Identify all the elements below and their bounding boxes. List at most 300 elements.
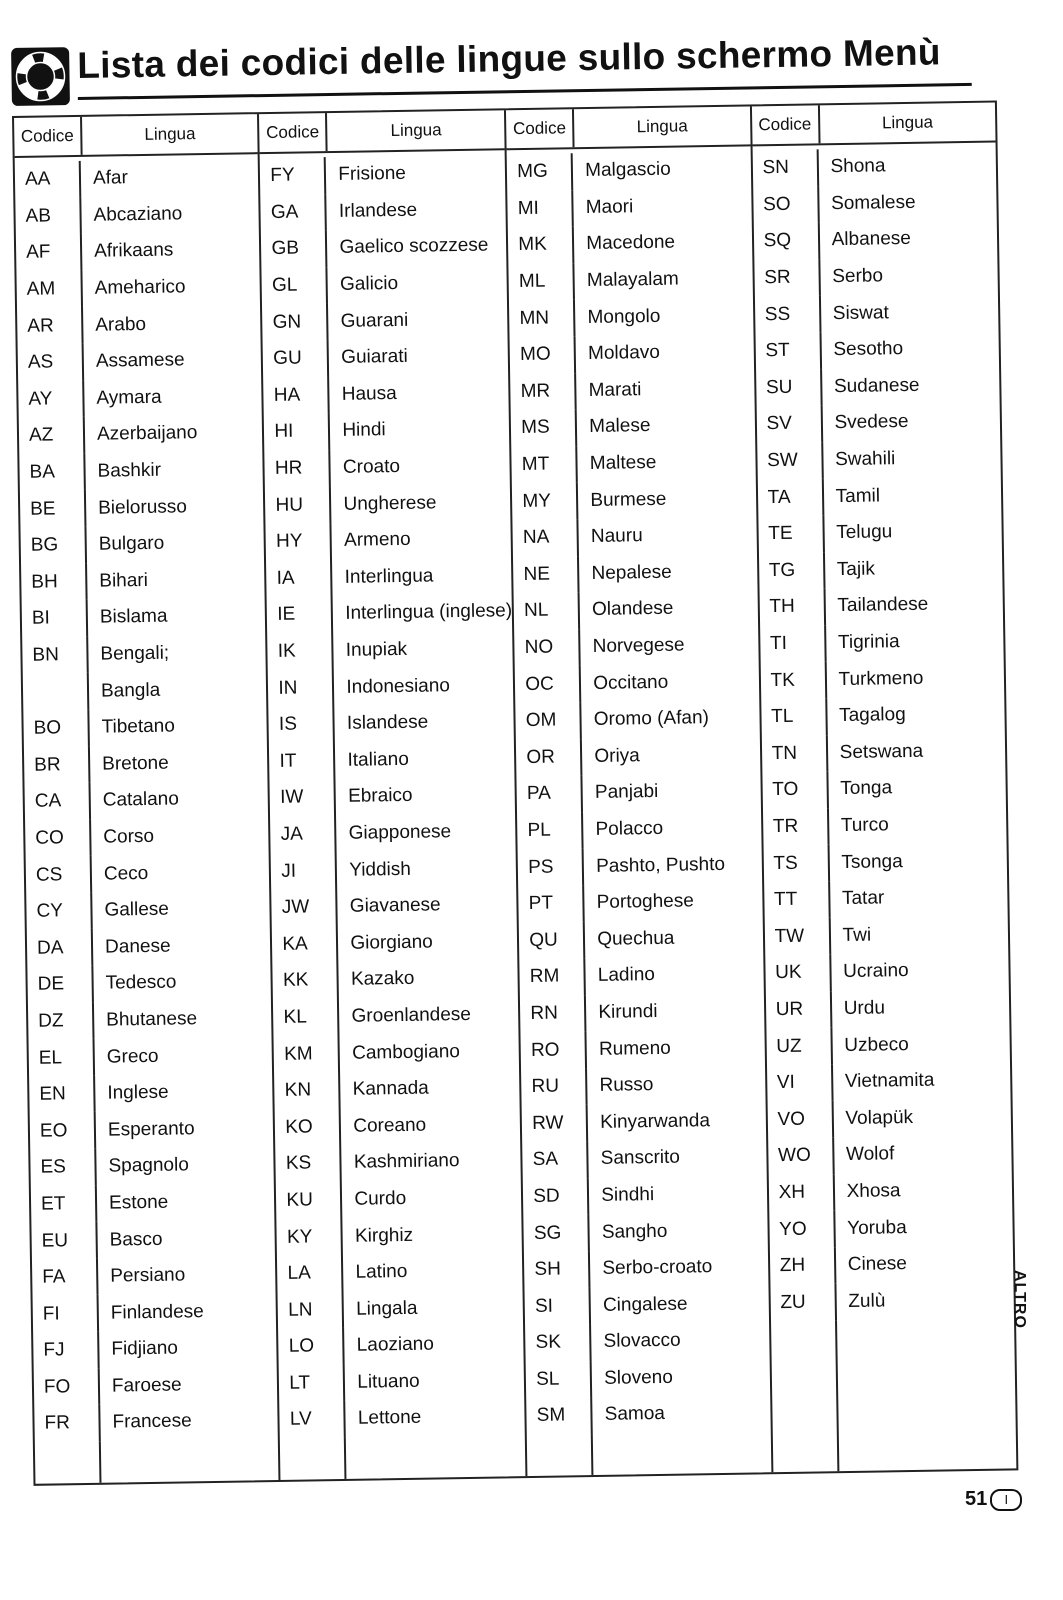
- language-code: SG: [524, 1214, 591, 1252]
- table-row: [31, 1183, 275, 1223]
- language-code: IW: [270, 779, 337, 817]
- table-row: [21, 561, 265, 601]
- language-code: FJ: [33, 1332, 100, 1370]
- language-name: Finlandese: [110, 1300, 204, 1324]
- table-row: [30, 1146, 274, 1186]
- language-code: KL: [273, 999, 340, 1037]
- language-code: NL: [514, 592, 581, 630]
- language-name: Giavanese: [349, 894, 441, 917]
- language-code: HU: [265, 486, 332, 524]
- language-code: MG: [507, 153, 574, 191]
- language-badge: I: [990, 1489, 1022, 1511]
- table-row: [29, 1036, 273, 1076]
- language-name: Giapponese: [348, 821, 452, 844]
- language-name: Arabo: [95, 313, 147, 336]
- table-row: [34, 1366, 278, 1406]
- language-code: VI: [767, 1064, 834, 1102]
- table-row: [755, 293, 999, 333]
- table-row: [277, 1215, 522, 1255]
- language-name: Ucraino: [843, 960, 909, 983]
- language-code: MN: [509, 300, 576, 338]
- table-row: [756, 366, 1000, 406]
- language-name: Cinese: [847, 1253, 908, 1276]
- language-code: SH: [524, 1251, 591, 1289]
- language-name: Latino: [355, 1261, 408, 1283]
- language-code: [23, 673, 90, 711]
- table-row: [765, 988, 1009, 1028]
- language-code: KY: [277, 1218, 344, 1256]
- language-code: KO: [275, 1108, 342, 1146]
- language-code: MI: [507, 190, 574, 228]
- language-code: HY: [266, 523, 333, 561]
- table-row: [526, 1358, 770, 1398]
- language-name: Oriya: [594, 745, 640, 767]
- title-underline: [78, 83, 972, 100]
- language-code: ML: [509, 263, 576, 301]
- language-code: TE: [758, 515, 825, 553]
- page-header: [11, 23, 972, 108]
- language-name: Esperanto: [107, 1117, 195, 1141]
- language-name: Bhutanese: [106, 1008, 198, 1031]
- language-code: KU: [276, 1182, 343, 1220]
- table-row: [15, 195, 259, 235]
- table-row: [516, 699, 760, 739]
- language-name: Giorgiano: [350, 931, 433, 954]
- table-row: [757, 439, 1001, 479]
- language-name: Tedesco: [105, 971, 177, 994]
- language-name: Turkmeno: [838, 667, 924, 690]
- language-code: AZ: [19, 417, 86, 455]
- language-code: SO: [753, 186, 820, 224]
- table-row: [514, 626, 758, 666]
- table-row: [520, 955, 764, 995]
- language-code: TT: [764, 881, 831, 919]
- language-name: Hausa: [341, 382, 397, 405]
- table-row: [271, 849, 516, 889]
- table-row: [19, 414, 263, 454]
- language-code: MK: [508, 226, 575, 264]
- header-code: Codice: [14, 117, 83, 156]
- empty-code-cell: [35, 1442, 102, 1484]
- table-row: [269, 740, 514, 780]
- language-code: BR: [24, 746, 91, 784]
- language-name: Tibetano: [101, 715, 176, 738]
- language-code: ST: [755, 332, 822, 370]
- language-name: Lettone: [357, 1407, 422, 1430]
- language-name: Samoa: [604, 1403, 666, 1426]
- language-name: Maori: [585, 196, 634, 218]
- table-row: [267, 593, 512, 633]
- language-code: IA: [266, 560, 333, 598]
- column-header-row: [14, 114, 258, 158]
- table-row: [509, 297, 753, 337]
- table-row: [526, 1394, 770, 1434]
- table-row: [769, 1208, 1013, 1248]
- language-name: Occitano: [593, 671, 669, 694]
- language-name: Azerbaijano: [96, 422, 198, 446]
- language-name: Yiddish: [349, 858, 412, 881]
- table-row: [522, 1138, 766, 1178]
- language-code: AY: [18, 380, 85, 418]
- language-code: PS: [518, 848, 585, 886]
- language-name: Groenlandese: [351, 1003, 472, 1027]
- language-name: Kannada: [352, 1077, 429, 1100]
- column-header-row: [259, 110, 504, 154]
- language-name: Sudanese: [833, 374, 920, 397]
- language-code: ZU: [770, 1284, 837, 1322]
- language-code: MY: [512, 482, 579, 520]
- language-code: XH: [768, 1174, 835, 1212]
- table-row: [27, 963, 271, 1003]
- table-row: [280, 1398, 525, 1438]
- language-code: OC: [515, 665, 582, 703]
- language-code: LA: [277, 1255, 344, 1293]
- language-name: Swahili: [834, 448, 896, 471]
- language-code: PT: [518, 885, 585, 923]
- table-row: [276, 1142, 521, 1182]
- language-code: CO: [25, 820, 92, 858]
- table-row: [274, 1069, 519, 1109]
- table-row: [270, 813, 515, 853]
- language-code: RM: [520, 958, 587, 996]
- language-code: MR: [510, 373, 577, 411]
- table-row: [755, 330, 999, 370]
- language-name: Fidjiano: [111, 1337, 179, 1360]
- table-row: [521, 1065, 765, 1105]
- table-row: [515, 663, 759, 703]
- language-code: FI: [33, 1295, 100, 1333]
- language-code: BE: [20, 490, 87, 528]
- language-name: Galicio: [339, 273, 399, 295]
- language-code: AR: [17, 307, 84, 345]
- language-code: EN: [29, 1076, 96, 1114]
- empty-code-cell: [280, 1438, 347, 1480]
- table-row: [761, 695, 1005, 735]
- language-code: BA: [19, 454, 86, 492]
- language-name: Volapük: [845, 1106, 914, 1129]
- language-code: BN: [22, 637, 89, 675]
- language-code: SR: [754, 259, 821, 297]
- language-code: KK: [273, 962, 340, 1000]
- table-row: [511, 407, 755, 447]
- language-code: EO: [30, 1112, 97, 1150]
- language-code: HA: [264, 377, 331, 415]
- language-name: Uzbeco: [844, 1033, 909, 1056]
- language-code: SW: [757, 442, 824, 480]
- language-name: Guiarati: [341, 346, 408, 369]
- table-row: [760, 622, 1004, 662]
- language-code: SL: [526, 1361, 593, 1399]
- language-name: Wolof: [845, 1143, 895, 1166]
- table-row: [519, 919, 763, 959]
- table-filler: [527, 1431, 771, 1476]
- table-row: [276, 1179, 521, 1219]
- table-row: [26, 853, 270, 893]
- language-code: OR: [516, 739, 583, 777]
- page-title: Lista dei codici delle lingue sullo schermo Menù: [77, 31, 942, 86]
- table-row: [518, 846, 762, 886]
- language-name: Tigrinia: [837, 631, 900, 654]
- table-row: [263, 337, 508, 377]
- language-code: AS: [18, 344, 85, 382]
- language-name: Russo: [599, 1074, 654, 1097]
- language-name: Tamil: [835, 485, 881, 507]
- language-name: Ungherese: [343, 492, 437, 515]
- table-row: [265, 484, 510, 524]
- language-name: Siswat: [832, 301, 889, 324]
- table-row: [22, 634, 266, 674]
- language-code: EU: [31, 1222, 98, 1260]
- table-row: [15, 158, 259, 198]
- language-name: Burmese: [590, 488, 667, 511]
- language-code: RO: [521, 1031, 588, 1069]
- language-name: Telugu: [836, 521, 893, 544]
- language-name: Bielorusso: [98, 495, 188, 519]
- language-name: Bashkir: [97, 459, 162, 482]
- language-code: BH: [21, 563, 88, 601]
- language-code: DZ: [28, 1002, 95, 1040]
- language-name: Setswana: [839, 740, 924, 763]
- language-name: Persiano: [110, 1264, 186, 1287]
- language-name: Albanese: [831, 228, 912, 251]
- language-code: WO: [768, 1137, 835, 1175]
- language-code: KN: [274, 1072, 341, 1110]
- language-code-table: [12, 101, 1018, 1486]
- table-row: [764, 878, 1008, 918]
- language-name: Cambogiano: [351, 1040, 461, 1064]
- language-name: Frisione: [338, 163, 407, 186]
- table-row: [25, 817, 269, 857]
- language-code: TS: [763, 845, 830, 883]
- table-row: [22, 597, 266, 637]
- table-row: [266, 520, 511, 560]
- language-name: Bislama: [99, 606, 168, 629]
- language-code: IK: [268, 633, 335, 671]
- language-name: Hindi: [342, 419, 386, 442]
- language-code: GN: [262, 303, 329, 341]
- table-row: [31, 1219, 275, 1259]
- language-code: MT: [512, 446, 579, 484]
- language-name: Macedone: [586, 232, 676, 255]
- language-code: SV: [756, 405, 823, 443]
- language-name: Oromo (Afan): [593, 707, 710, 731]
- language-name: Tagalog: [838, 704, 906, 727]
- language-name: Italiano: [347, 748, 409, 771]
- table-row: [768, 1171, 1012, 1211]
- language-name: Interlingua (inglese): [345, 600, 513, 625]
- language-code: GA: [261, 194, 328, 232]
- language-code: MS: [511, 409, 578, 447]
- table-row: [522, 1102, 766, 1142]
- table-row: [517, 809, 761, 849]
- table-row: [268, 667, 513, 707]
- table-row: [274, 1032, 519, 1072]
- language-code: TI: [760, 625, 827, 663]
- language-name: Inglese: [107, 1081, 169, 1104]
- language-code: JI: [271, 852, 338, 890]
- language-name: Serbo-croato: [602, 1256, 713, 1279]
- table-row: [513, 553, 757, 593]
- language-code: SQ: [753, 223, 820, 261]
- table-row: [762, 769, 1006, 809]
- column-header-row: [506, 106, 750, 150]
- language-code: GU: [263, 340, 330, 378]
- language-code: GL: [262, 267, 329, 305]
- table-row: [521, 1029, 765, 1069]
- table-row: [268, 630, 513, 670]
- language-code: TN: [761, 735, 828, 773]
- language-name: Corso: [103, 825, 155, 848]
- language-name: Sloveno: [603, 1366, 673, 1389]
- table-row: [763, 805, 1007, 845]
- language-code: JW: [272, 889, 339, 927]
- table-row: [27, 927, 271, 967]
- language-code: HI: [264, 413, 331, 451]
- table-row: [278, 1325, 523, 1365]
- empty-code-cell: [771, 1320, 839, 1472]
- table-row: [758, 512, 1002, 552]
- table-row: [277, 1252, 522, 1292]
- language-code: SD: [523, 1178, 590, 1216]
- language-name: Bangla: [100, 679, 161, 702]
- header-language: Lingua: [144, 124, 196, 144]
- header-code: Codice: [259, 113, 328, 152]
- table-row: [19, 451, 263, 491]
- language-code: SK: [525, 1324, 592, 1362]
- language-name: Kinyarwanda: [599, 1109, 711, 1133]
- table-row: [261, 191, 506, 231]
- language-code: DA: [27, 929, 94, 967]
- language-code: TO: [762, 771, 829, 809]
- language-name: Kazako: [350, 968, 415, 991]
- language-code: PA: [517, 775, 584, 813]
- language-code: NO: [514, 629, 581, 667]
- table-row: [18, 341, 262, 381]
- language-code: UZ: [766, 1027, 833, 1065]
- language-name: Lingala: [355, 1297, 418, 1320]
- language-name: Olandese: [591, 598, 674, 621]
- table-row: [272, 886, 517, 926]
- language-code: BG: [20, 527, 87, 565]
- language-name: Mongolo: [587, 305, 661, 328]
- table-row: [20, 487, 264, 527]
- language-code: TL: [761, 698, 828, 736]
- table-row: [513, 516, 757, 556]
- language-code: AF: [16, 234, 83, 272]
- table-row: [266, 557, 511, 597]
- table-body: [15, 154, 279, 1484]
- language-name: Sangho: [601, 1220, 668, 1243]
- language-name: Ladino: [597, 964, 656, 987]
- language-name: Gaelico scozzese: [339, 235, 489, 259]
- language-name: Kirundi: [598, 1000, 658, 1023]
- language-name: Nepalese: [591, 561, 672, 584]
- language-name: Spagnolo: [108, 1154, 189, 1177]
- language-name: Greco: [106, 1045, 159, 1068]
- language-name: Shona: [830, 155, 886, 178]
- language-name: Svedese: [834, 411, 909, 434]
- table-row: [759, 586, 1003, 626]
- table-row: [767, 1061, 1011, 1101]
- language-code: FR: [34, 1405, 101, 1443]
- language-code: TW: [764, 918, 831, 956]
- page-number-value: 51: [965, 1488, 988, 1510]
- language-name: Zulù: [848, 1290, 886, 1312]
- table-row: [761, 732, 1005, 772]
- language-name: Tsonga: [841, 850, 903, 873]
- language-code: OM: [516, 702, 583, 740]
- header-language: Lingua: [390, 120, 442, 141]
- language-name: Aymara: [96, 386, 162, 409]
- language-code: CS: [26, 856, 93, 894]
- language-name: Curdo: [354, 1187, 407, 1210]
- language-code: IS: [269, 706, 336, 744]
- table-row: [262, 301, 507, 341]
- table-row: [507, 187, 751, 227]
- table-row: [512, 480, 756, 520]
- language-name: Kirghiz: [354, 1224, 414, 1247]
- table-row: [18, 378, 262, 418]
- language-name: Vietnamita: [844, 1069, 935, 1093]
- language-code: AM: [16, 271, 83, 309]
- table-row: [524, 1248, 768, 1288]
- language-name: Nauru: [590, 525, 643, 548]
- language-code: FO: [34, 1368, 101, 1406]
- language-name: Urdu: [843, 997, 886, 1019]
- table-row: [272, 923, 517, 963]
- language-name: Kashmiriano: [353, 1150, 460, 1174]
- language-name: Francese: [112, 1410, 192, 1434]
- language-name: Interlingua: [344, 565, 434, 588]
- language-code: MO: [510, 336, 577, 374]
- table-row: [264, 374, 509, 414]
- table-row: [770, 1281, 1014, 1321]
- table-row: [33, 1329, 277, 1369]
- table-row: [516, 736, 760, 776]
- language-name: Afar: [92, 167, 129, 190]
- language-name: Afrikaans: [93, 239, 174, 263]
- language-code: TG: [759, 552, 826, 590]
- language-name: Panjabi: [594, 781, 659, 804]
- language-code: KA: [272, 925, 339, 963]
- table-row: [763, 842, 1007, 882]
- table-row: [269, 703, 514, 743]
- language-code: LN: [278, 1291, 345, 1329]
- table-row: [768, 1134, 1012, 1174]
- language-code: VO: [767, 1101, 834, 1139]
- table-row: [33, 1292, 277, 1332]
- language-name: Sanscrito: [600, 1146, 681, 1170]
- language-name: Slovacco: [603, 1329, 681, 1353]
- language-name: Malese: [589, 415, 651, 438]
- table-row: [509, 260, 753, 300]
- table-body: [507, 146, 771, 1476]
- table-row: [16, 231, 260, 271]
- language-code: KM: [274, 1035, 341, 1073]
- table-row: [765, 952, 1009, 992]
- language-name: Estone: [108, 1191, 169, 1214]
- language-code: SA: [522, 1141, 589, 1179]
- language-code: SN: [752, 149, 819, 187]
- table-filler: [280, 1435, 525, 1480]
- language-name: Rumeno: [598, 1037, 671, 1060]
- language-code: FA: [32, 1259, 99, 1297]
- language-code: SU: [756, 369, 823, 407]
- table-row: [510, 370, 754, 410]
- language-code: BI: [22, 600, 89, 638]
- language-name: Guarani: [340, 309, 409, 332]
- section-side-tab-label: ALTRO: [1011, 1270, 1028, 1329]
